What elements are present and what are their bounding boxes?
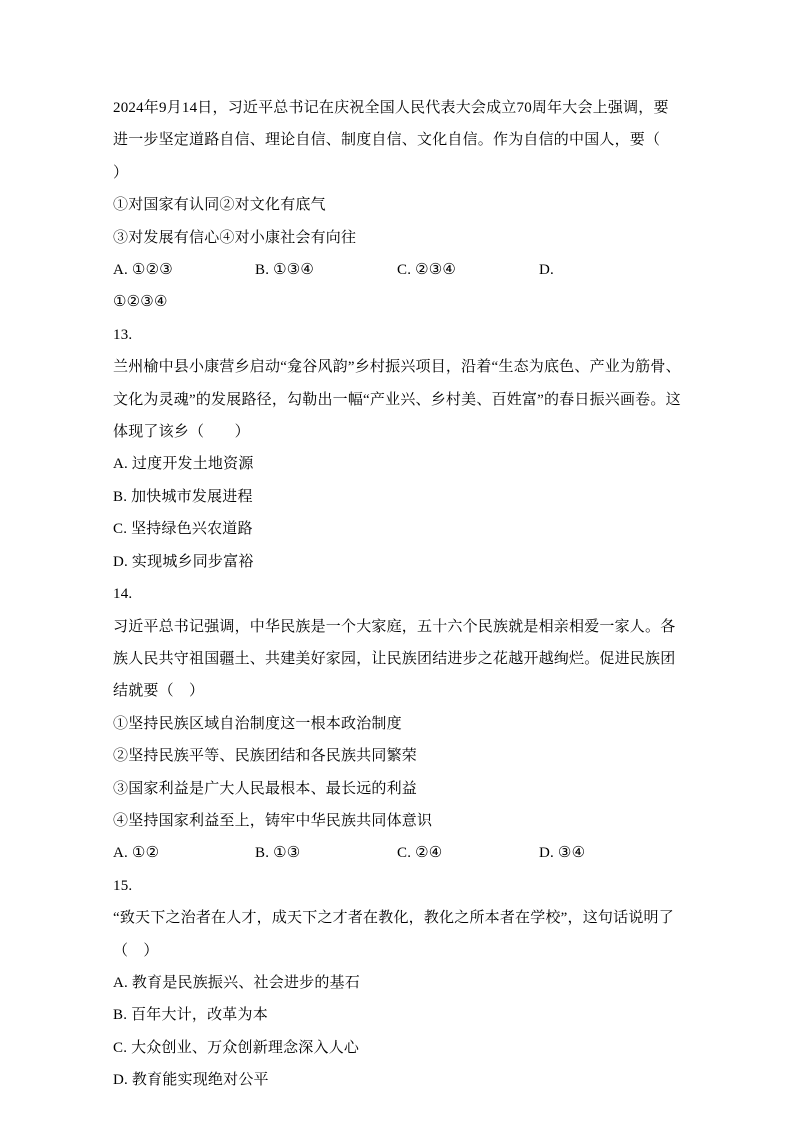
q13-stem: 兰州榆中县小康营乡启动“龛谷风韵”乡村振兴项目，沿着“生态为底色、产业为筋骨、文化为灵魂”的发展路径，勾勒出一幅“产业兴、乡村美、百姓富”的春日振兴画卷。这体现了该乡（ ） (113, 359, 681, 441)
q15-number: 15. (113, 877, 133, 894)
q13-option-a: A. 过度开发土地资源 (113, 456, 254, 473)
q12-option-d-overflow: ①②③④ (113, 294, 168, 311)
q14-option-d: D. ③④ (539, 845, 586, 862)
q12-option-d: D. (539, 262, 554, 279)
q12-option-b: B. ①③④ (255, 262, 315, 279)
exam-content (113, 92, 691, 1097)
q12-item-1: ①对国家有认同②对文化有底气 (113, 197, 326, 214)
q13-number: 13. (113, 326, 133, 343)
q14-item-4: ④坚持国家利益至上，铸牢中华民族共同体意识 (113, 812, 433, 829)
q14-item-2: ②坚持民族平等、民族团结和各民族共同繁荣 (113, 748, 418, 765)
q14-stem: 习近平总书记强调，中华民族是一个大家庭，五十六个民族就是相亲相爱一家人。各族人民共守祖国疆土、共建美好家园，让民族团结进步之花越开越绚烂。促进民族团结就要（ ） (113, 618, 676, 700)
q15-option-d: D. 教育能实现绝对公平 (113, 1072, 269, 1089)
q13-option-d: D. 实现城乡同步富裕 (113, 553, 254, 570)
q12-options-row (113, 254, 683, 286)
q14-item-1: ①坚持民族区域自治制度这一根本政治制度 (113, 715, 402, 732)
q13-option-c: C. 坚持绿色兴农道路 (113, 521, 253, 538)
q14-options-row (113, 837, 683, 869)
q14-item-3: ③国家利益是广大人民最根本、最长远的利益 (113, 780, 418, 797)
q14-option-c: C. ②④ (397, 845, 443, 862)
q15-option-c: C. 大众创业、万众创新理念深入人心 (113, 1039, 360, 1056)
q15-stem: “致天下之治者在人才，成天下之才者在教化，教化之所本者在学校”，这句话说明了（ ） (113, 910, 674, 959)
q14-number: 14. (113, 586, 133, 603)
q14-option-b: B. ①③ (255, 845, 301, 862)
q15-option-b: B. 百年大计，改革为本 (113, 1007, 268, 1024)
q15-option-a: A. 教育是民族振兴、社会进步的基石 (113, 974, 360, 991)
q12-option-a: A. ①②③ (113, 262, 173, 279)
q12-item-2: ③对发展有信心④对小康社会有向往 (113, 229, 357, 246)
q12-stem: 2024年9月14日，习近平总书记在庆祝全国人民代表大会成立70周年大会上强调，要进一步坚定道路自信、理论自信、制度自信、文化自信。作为自信的中国人，要（ ） (113, 100, 691, 181)
q13-option-b: B. 加快城市发展进程 (113, 488, 253, 505)
q12-option-c: C. ②③④ (397, 262, 457, 279)
q14-option-a: A. ①② (113, 845, 160, 862)
